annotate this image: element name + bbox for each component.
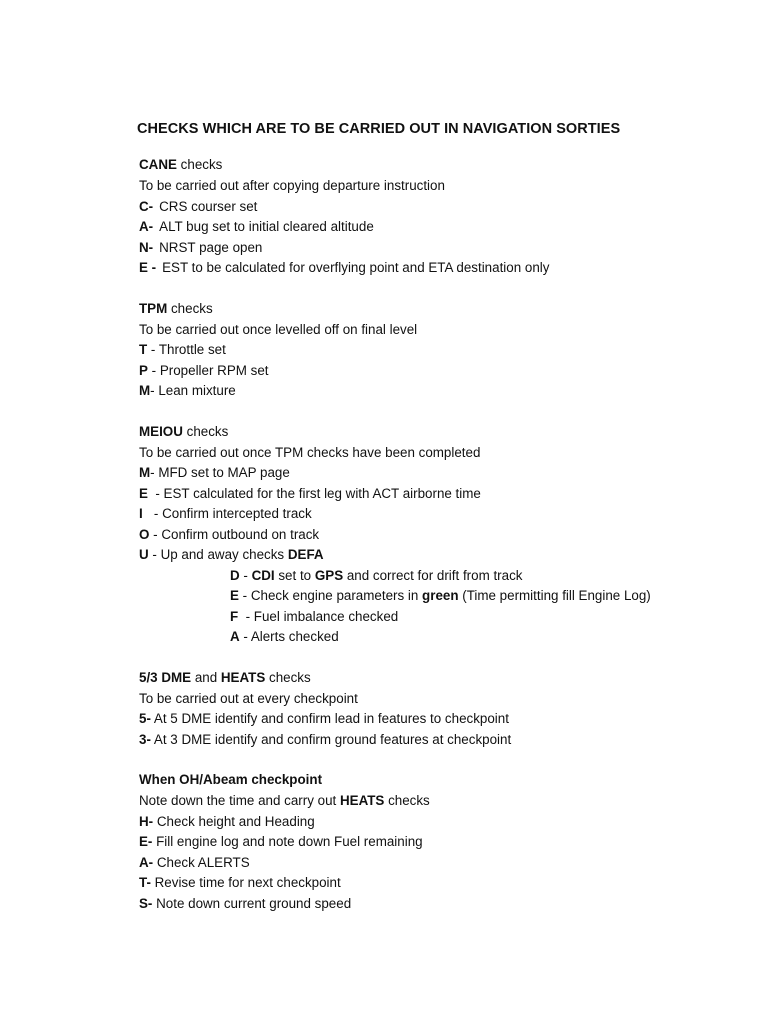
defa-item-a: A - Alerts checked [230, 629, 339, 644]
tpm-heading: TPM checks [139, 301, 213, 316]
tpm-item-m: M- Lean mixture [139, 383, 236, 398]
meiou-item-i: I - Confirm intercepted track [139, 506, 312, 521]
oh-item-h: H- Check height and Heading [139, 814, 315, 829]
meiou-intro: To be carried out once TPM checks have been completed [139, 445, 481, 460]
dme-intro: To be carried out at every checkpoint [139, 691, 358, 706]
meiou-item-e: E - EST calculated for the first leg with ACT airborne time [139, 486, 481, 501]
meiou-item-m: M- MFD set to MAP page [139, 465, 290, 480]
oh-intro: Note down the time and carry out HEATS checks [139, 793, 430, 808]
oh-item-s: S- Note down current ground speed [139, 896, 352, 911]
tpm-item-t: T - Throttle set [139, 342, 226, 357]
oh-heading: When OH/Abeam checkpoint [139, 772, 323, 787]
oh-item-t: T- Revise time for next checkpoint [139, 875, 341, 890]
meiou-item-u: U - Up and away checks DEFA [139, 547, 324, 562]
defa-item-d: D - CDI set to GPS and correct for drift from track [230, 568, 523, 583]
defa-item-e: E - Check engine parameters in green (Time permitting fill Engine Log) [230, 588, 651, 603]
cane-item-n: N- NRST page open [139, 240, 263, 255]
cane-item-a: A- ALT bug set to initial cleared altitude [139, 219, 374, 234]
dme-item-5: 5- At 5 DME identify and confirm lead in features to checkpoint [139, 711, 509, 726]
dme-heading: 5/3 DME and HEATS checks [139, 670, 311, 685]
tpm-item-p: P - Propeller RPM set [139, 363, 269, 378]
oh-item-e: E- Fill engine log and note down Fuel remaining [139, 834, 423, 849]
dme-item-3: 3- At 3 DME identify and confirm ground features at checkpoint [139, 732, 512, 747]
tpm-intro: To be carried out once levelled off on final level [139, 322, 418, 337]
meiou-heading: MEIOU checks [139, 424, 229, 439]
defa-item-f: F - Fuel imbalance checked [230, 609, 399, 624]
cane-heading: CANE checks [139, 157, 223, 172]
cane-item-e: E - EST to be calculated for overflying point and ETA destination only [139, 260, 550, 275]
cane-item-c: C- CRS courser set [139, 199, 258, 214]
cane-intro: To be carried out after copying departure instruction [139, 178, 445, 193]
oh-item-a: A- Check ALERTS [139, 855, 250, 870]
page-title: CHECKS WHICH ARE TO BE CARRIED OUT IN NAVIGATION SORTIES [137, 121, 621, 137]
meiou-item-o: O - Confirm outbound on track [139, 527, 320, 542]
